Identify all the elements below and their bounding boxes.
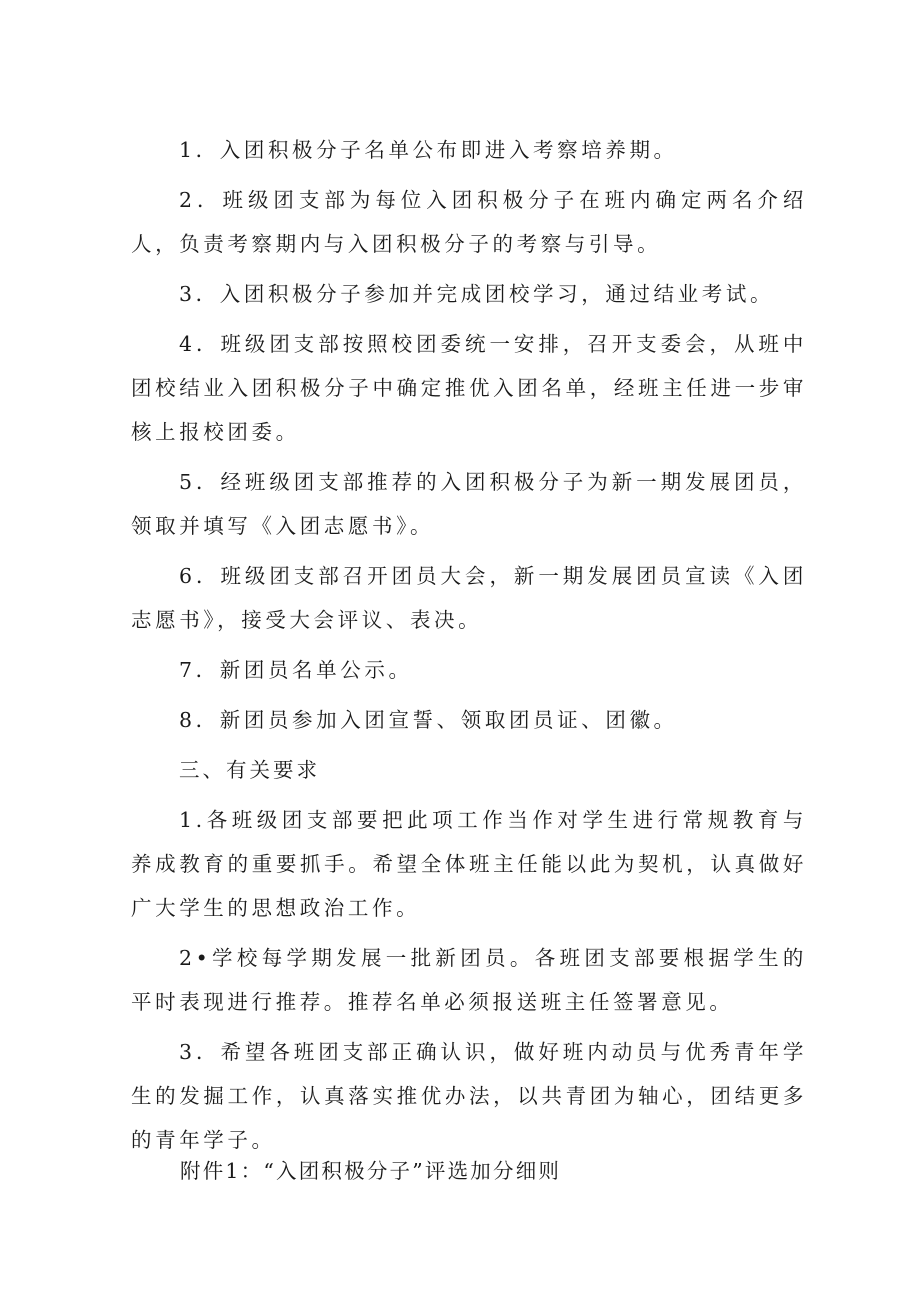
paragraph-step-1: 1．入团积极分子名单公布即进入考察培养期。 (179, 138, 678, 162)
paragraph-requirement-2: 2•学校每学期发展一批新团员。各班团支部要根据学生的平时表现进行推荐。推荐名单必须报送班主任签署意见。 (131, 946, 807, 1014)
paragraph-step-3: 3．入团积极分子参加并完成团校学习，通过结业考试。 (179, 282, 775, 306)
paragraph-step-4: 4．班级团支部按照校团委统一安排，召开支委会，从班中团校结业入团积极分子中确定推优入团名单，经班主任进一步审核上报校团委。 (131, 332, 807, 444)
attachment-note: 附件1：“入团积极分子”评选加分细则 (180, 1159, 562, 1183)
paragraph-requirement-3: 3．希望各班团支部正确认识，做好班内动员与优秀青年学生的发掘工作，认真落实推优办法，以共青团为轴心，团结更多的青年学子。 (131, 1040, 807, 1152)
section-heading-requirements: 三、有关要求 (179, 758, 320, 782)
paragraph-step-5: 5．经班级团支部推荐的入团积极分子为新一期发展团员，领取并填写《入团志愿书》。 (131, 470, 807, 538)
paragraph-step-8: 8．新团员参加入团宣誓、领取团员证、团徽。 (179, 708, 678, 732)
paragraph-step-6: 6．班级团支部召开团员大会，新一期发展团员宣读《入团志愿书》，接受大会评议、表决。 (131, 564, 807, 632)
paragraph-requirement-1: 1.各班级团支部要把此项工作当作对学生进行常规教育与养成教育的重要抓手。希望全体班主任能以此为契机，认真做好广大学生的思想政治工作。 (131, 808, 807, 920)
document-body (131, 128, 807, 1168)
paragraph-step-2: 2．班级团支部为每位入团积极分子在班内确定两名介绍人，负责考察期内与入团积极分子的考察与引导。 (131, 188, 807, 256)
paragraph-step-7: 7．新团员名单公示。 (179, 658, 413, 682)
